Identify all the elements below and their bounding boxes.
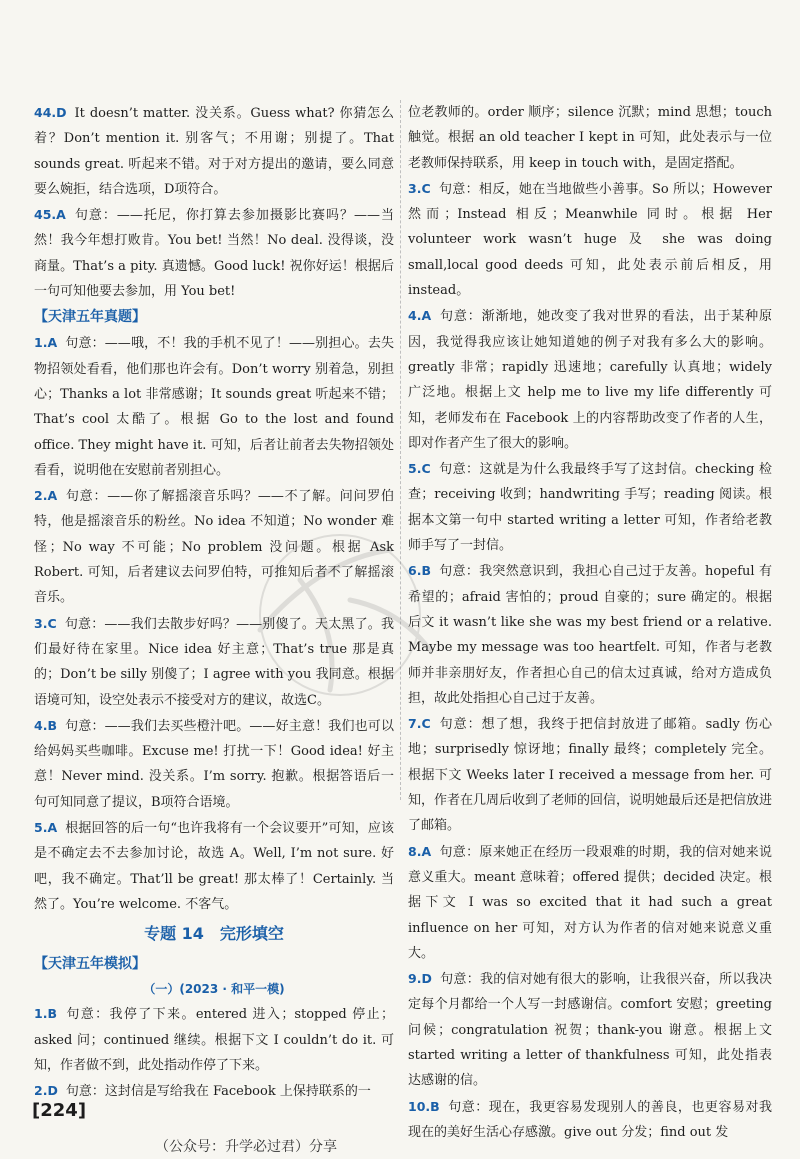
item-explanation: 句意：这封信是写给我在 Facebook 上保持联系的一 bbox=[65, 1084, 371, 1100]
section-heading-real-exams: 【天津五年真题】 bbox=[34, 309, 146, 326]
item-number: 7. bbox=[408, 716, 422, 732]
item-answer: A bbox=[421, 308, 432, 324]
cloze-item-4 bbox=[408, 303, 772, 456]
cloze-item-1 bbox=[34, 1001, 394, 1078]
cloze-item-10 bbox=[408, 1094, 772, 1146]
item-explanation: 句意：——我们去买些橙汁吧。——好主意！我们也可以给妈妈买些咖啡。Excuse me! 打扰一下！Good idea! 好主意！Never mind. 没关系。I’m sorry. 抱歉。根据答语后一句可知同意了提议，B项符合语境。 bbox=[34, 718, 394, 810]
item-explanation: 句意：现在，我更容易发现别人的善良，也更容易对我现在的美好生活心存感激。give out 分发；find out 发 bbox=[408, 1099, 772, 1140]
item-number: 9. bbox=[408, 971, 422, 987]
item-answer: D bbox=[421, 971, 432, 987]
item-explanation: 句意：渐渐地，她改变了我对世界的看法，出于某种原因，我觉得我应该让她知道她的例子对我有多么大的影响。greatly 非常；rapidly 迅速地；carefully 认真地；widely 广泛地。根据上文 help me to live my life differently 可知，老师发布在 Facebook 上的内容帮助改变了作者的人生，即对作者产生了很大的影响。 bbox=[408, 309, 772, 451]
cloze-item-9 bbox=[408, 966, 772, 1093]
item-number: 5. bbox=[408, 461, 422, 477]
item-number: 6. bbox=[408, 563, 422, 579]
footer-credit: （公众号：升学必过君）分享 bbox=[155, 1139, 337, 1155]
item-answer: D bbox=[47, 1083, 58, 1099]
item-explanation: 句意：——哦，不！我的手机不见了！——别担心。去失物招领处看看，他们那也许会有。Don’t worry 别着急，别担心；Thanks a lot 非常感谢；It sounds great 听起来不错；That’s cool 太酷了。根据 Go to the lost and found office. They might have it. 可知，后者让前者去失物招领处看看，说明他在安慰前者别担心。 bbox=[34, 336, 394, 478]
watermark-logo-icon bbox=[230, 520, 450, 710]
item-number: 5. bbox=[34, 820, 48, 836]
item-answer: C bbox=[421, 180, 431, 196]
item-answer: A bbox=[47, 335, 58, 351]
chapter-title: 专题 14 完形填空 bbox=[144, 924, 284, 944]
item-number: 3. bbox=[34, 615, 48, 631]
item-number: 45. bbox=[34, 207, 57, 223]
item-explanation: It doesn’t matter. 没关系。Guess what? 你猜怎么着？Don’t mention it. 别客气；不用谢；别提了。That sounds great. 听起来不错。对于对方提出的邀请，要么同意要么婉拒，结合选项，D项符合。 bbox=[34, 106, 394, 197]
item-explanation: 句意：——托尼，你打算去参加摄影比赛吗？——当然！我今年想打败肯。You bet! 当然！No deal. 没得谈，没商量。That’s a pity. 真遗憾。Good luck! 祝你好运！根据后一句可知他要去参加，用 You bet! bbox=[34, 208, 394, 300]
item-answer: A bbox=[47, 488, 58, 504]
item-number: 3. bbox=[408, 180, 422, 196]
item-answer: A bbox=[421, 843, 432, 859]
cloze-item-6 bbox=[408, 558, 772, 711]
item-number: 10. bbox=[408, 1098, 431, 1114]
answer-item-4 bbox=[34, 713, 394, 815]
cloze-item-5 bbox=[408, 456, 772, 558]
item-number: 44. bbox=[34, 105, 57, 120]
answer-item-5 bbox=[34, 815, 394, 917]
item-number: 4. bbox=[34, 717, 48, 733]
item-answer: B bbox=[47, 1006, 57, 1022]
item-explanation: 句意：——我们去散步好吗？——别傻了。天太黑了。我们最好待在家里。Nice idea 好主意；That’s true 那是真的；Don’t be silly 别傻了；I agree with you 我同意。根据语境可知，设空处表示不接受对方的建议，故选C。 bbox=[34, 616, 394, 708]
item-answer: C bbox=[421, 461, 431, 477]
sub-heading: （一）(2023 · 和平一模) bbox=[143, 982, 285, 997]
right-column bbox=[408, 100, 772, 1145]
item-answer: A bbox=[47, 820, 58, 836]
cloze-item-2 bbox=[34, 1078, 394, 1104]
item-answer: A bbox=[56, 207, 66, 223]
item-explanation: 根据回答的后一句“也许我将有一个会议要开”可知，应该是不确定去不去参加讨论，故选 A。Well, I’m not sure. 好吧，我不确定。That’ll be great! 那太棒了！Certainly. 当然了。You’re welcome. 不客气。 bbox=[34, 821, 394, 912]
item-number: 1. bbox=[34, 1006, 48, 1022]
cloze-item-7 bbox=[408, 711, 772, 838]
item-answer: C bbox=[47, 615, 57, 631]
item-explanation: 句意：我突然意识到，我担心自己过于友善。hopeful 有希望的；afraid 害怕的；proud 自豪的；sure 确定的。根据后文 it wasn’t like she was my best friend or a relative. Maybe my message was too heartfelt. 可知，作者与老教师并非亲朋好友，作者担心自己的信太过真诚，给对方造成负担，故此处指担心自己过于友善。 bbox=[408, 564, 772, 706]
item-answer: D bbox=[56, 105, 67, 120]
item-number: 2. bbox=[34, 488, 48, 504]
item-number: 8. bbox=[408, 843, 422, 859]
item-answer: B bbox=[430, 1098, 440, 1114]
item-number: 2. bbox=[34, 1083, 48, 1099]
section-heading-mock-exams: 【天津五年模拟】 bbox=[34, 956, 146, 973]
item-explanation: 句意：我的信对她有很大的影响，让我很兴奋，所以我决定每个月都给一个人写一封感谢信。comfort 安慰；greeting 问候；congratulation 祝贺；thank-you 谢意。根据上文 started writing a letter of thankfulness 可知，此处指表达感谢的信。 bbox=[408, 972, 772, 1089]
item-explanation: 句意：——你了解摇滚音乐吗？——不了解。问问罗伯特，他是摇滚音乐的粉丝。No idea 不知道；No wonder 难怪；No way 不可能；No problem 没问题。根据 Ask Robert. 可知，后者建议去问罗伯特，可推知后者不了解摇滚音乐。 bbox=[34, 489, 394, 606]
answer-item-45 bbox=[34, 202, 394, 304]
answer-item-1 bbox=[34, 330, 394, 483]
item-number: 1. bbox=[34, 335, 48, 351]
item-explanation: 句意：我停了下来。entered 进入；stopped 停止；asked 问；continued 继续。根据下文 I couldn’t do it. 可知，作者做不到，此处指动作停了下来。 bbox=[34, 1007, 394, 1073]
item-explanation: 句意：这就是为什么我最终手写了这封信。checking 检查；receiving 收到；handwriting 手写；reading 阅读。根据本文第一句中 started writing a letter 可知，作者给老教师手写了一封信。 bbox=[408, 462, 772, 554]
cloze-item-2-continued: 位老教师的。order 顺序；silence 沉默；mind 思想；touch 触觉。根据 an old teacher I kept in 可知，此处表示与一位老教师保持联系，用 keep in touch with，是固定搭配。 bbox=[408, 105, 772, 171]
cloze-item-3 bbox=[408, 176, 772, 303]
cloze-item-8 bbox=[408, 839, 772, 966]
item-explanation: 句意：相反，她在当地做些小善事。So 所以；However 然而；Instead 相反；Meanwhile 同时。根据 Her volunteer work wasn’t huge 及 she was doing small,local good deeds 可知，此处表示前后相反，用 instead。 bbox=[408, 181, 772, 299]
answer-item-44 bbox=[34, 100, 394, 202]
item-explanation: 句意：原来她正在经历一段艰难的时期，我的信对她来说意义重大。meant 意味着；offered 提供；decided 决定。根据下文 I was so excited that it had such a great influence on her 可知，对方认为作者的信对她来说意义重大。 bbox=[408, 844, 772, 961]
item-answer: B bbox=[421, 563, 431, 579]
item-answer: B bbox=[47, 717, 57, 733]
item-answer: C bbox=[421, 716, 431, 732]
item-number: 4. bbox=[408, 308, 422, 324]
page-number: [224] bbox=[32, 1100, 87, 1121]
item-explanation: 句意：想了想，我终于把信封放进了邮箱。sadly 伤心地；surprisedly 惊讶地；finally 最终；completely 完全。根据下文 Weeks later I received a message from her. 可知，作者在几周后收到了老师的回信，说明她最后还是把信放进了邮箱。 bbox=[408, 717, 773, 834]
